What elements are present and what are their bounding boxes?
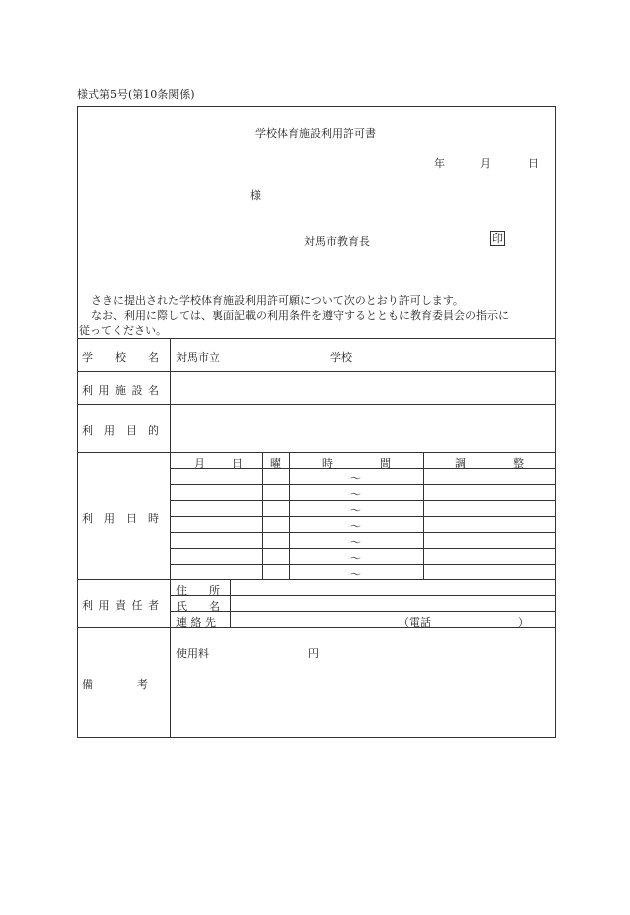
time-range-tilde: 〜	[350, 472, 361, 485]
row-divider	[77, 371, 556, 372]
responsible-label: 利用責任者	[82, 599, 165, 612]
schedule-header-day: 日	[232, 457, 243, 470]
notes-label: 備 考	[82, 678, 148, 691]
body-line-2: なお、利用に際しては、裏面記載の利用条件を遵守するとともに教育委員会の指示に	[91, 309, 509, 322]
contact-label: 連 絡 先	[176, 616, 216, 629]
row-divider	[77, 627, 556, 628]
phone-close-paren: ）	[518, 616, 529, 629]
schedule-row-line	[170, 532, 556, 533]
schedule-row-line	[170, 548, 556, 549]
datetime-label: 利 用 日 時	[82, 512, 159, 525]
time-range-tilde: 〜	[350, 520, 361, 533]
schedule-header-month: 月	[194, 457, 205, 470]
responsible-row-line	[170, 611, 556, 612]
body-line-1: さきに提出された学校体育施設利用許可願について次のとおり許可します。	[91, 294, 464, 307]
name-label: 氏 名	[176, 600, 220, 613]
time-range-tilde: 〜	[350, 488, 361, 501]
row-divider	[77, 452, 556, 453]
addressee-suffix: 様	[250, 189, 261, 202]
schedule-row-line	[170, 484, 556, 485]
schedule-header-adjust-1: 調	[455, 457, 466, 470]
school-prefix: 対馬市立	[176, 351, 220, 364]
date-year: 年	[434, 157, 445, 170]
schedule-row-line	[170, 564, 556, 565]
body-line-3: 従ってください。	[79, 324, 167, 337]
responsible-column-divider	[230, 579, 231, 627]
date-month: 月	[480, 157, 491, 170]
school-suffix: 学校	[330, 351, 352, 364]
schedule-header-adjust-2: 整	[513, 457, 524, 470]
form-number: 様式第5号(第10条関係)	[77, 88, 195, 101]
form-title: 学校体育施設利用許可書	[255, 127, 376, 140]
address-label: 住 所	[176, 584, 220, 597]
responsible-row-line	[170, 595, 556, 596]
time-range-tilde: 〜	[350, 552, 361, 565]
row-divider	[77, 338, 556, 339]
schedule-row-line	[170, 500, 556, 501]
schedule-row-line	[170, 468, 556, 469]
time-range-tilde: 〜	[350, 568, 361, 581]
schedule-header-time-1: 時	[322, 457, 333, 470]
seal-mark: 印	[492, 232, 503, 245]
schedule-row-line	[170, 516, 556, 517]
time-range-tilde: 〜	[350, 504, 361, 517]
date-day: 日	[528, 157, 539, 170]
phone-label: （電話	[398, 616, 431, 629]
schedule-header-weekday: 曜	[270, 457, 281, 470]
fee-unit: 円	[308, 647, 319, 660]
time-range-tilde: 〜	[350, 536, 361, 549]
purpose-label: 利 用 目 的	[82, 424, 159, 437]
school-name-label: 学 校 名	[82, 351, 159, 364]
issuer-name: 対馬市教育長	[304, 235, 370, 248]
fee-label: 使用料	[176, 647, 209, 660]
label-column-divider	[170, 338, 171, 738]
schedule-header-time-2: 間	[380, 457, 391, 470]
row-divider	[77, 579, 556, 580]
facility-name-label: 利用施設名	[82, 384, 165, 397]
row-divider	[77, 404, 556, 405]
